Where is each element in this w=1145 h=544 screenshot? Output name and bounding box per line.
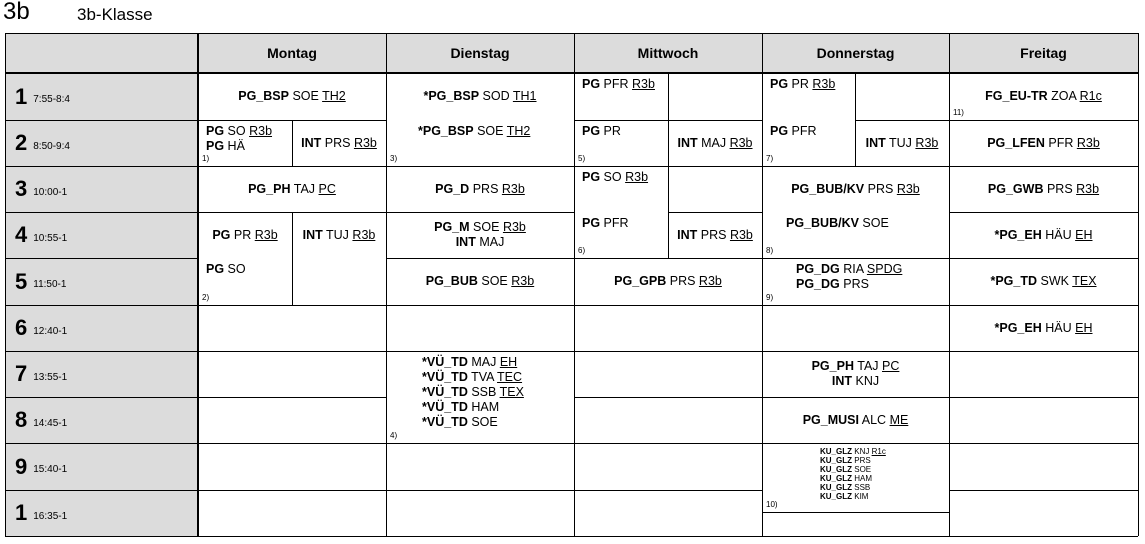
lesson-line xyxy=(582,170,668,185)
period-number: 6 xyxy=(15,315,28,340)
footnote-marker: 3) xyxy=(390,154,398,163)
subject: PG_DG xyxy=(796,277,840,291)
subject: PG xyxy=(206,262,225,276)
teacher: SOE xyxy=(471,415,498,429)
teacher: SOE xyxy=(292,89,319,103)
room-link[interactable]: TEC xyxy=(497,370,523,384)
lesson-line xyxy=(995,228,1093,243)
teacher: PFR xyxy=(603,77,629,91)
lesson-line xyxy=(418,124,574,139)
lesson-cell[interactable] xyxy=(762,351,949,397)
lesson-cell[interactable] xyxy=(949,258,1138,305)
teacher: MAJ xyxy=(471,355,497,369)
subject: KU_GLZ xyxy=(820,456,852,465)
period-label xyxy=(5,490,198,536)
grid-line xyxy=(762,305,949,306)
grid-line xyxy=(386,490,574,491)
teacher: SSB xyxy=(471,385,497,399)
subject: PG_PH xyxy=(811,359,854,373)
subject: *VÜ_TD xyxy=(422,355,468,369)
period-label xyxy=(5,166,198,212)
grid-line xyxy=(574,490,762,491)
lesson-cell[interactable] xyxy=(949,120,1138,166)
teacher: PRS xyxy=(843,277,869,291)
lesson-line xyxy=(582,216,668,231)
period-time: 10:00-1 xyxy=(33,186,68,198)
room-link[interactable]: TH2 xyxy=(506,124,531,138)
grid-line xyxy=(198,397,386,398)
lesson-cell[interactable] xyxy=(668,120,762,166)
grid-line xyxy=(198,351,386,352)
room-link[interactable]: R3b xyxy=(1076,135,1100,150)
grid-line xyxy=(574,443,762,444)
subject: PG xyxy=(206,124,225,138)
subject: PG_MUSI xyxy=(802,412,859,427)
period-label xyxy=(5,212,198,258)
subject: PG xyxy=(206,139,225,153)
subject: INT xyxy=(677,135,698,150)
teacher: TVA xyxy=(471,370,494,384)
grid-line xyxy=(5,33,1138,34)
footnote-marker: 6) xyxy=(578,246,586,255)
lesson-cell[interactable] xyxy=(574,166,668,212)
lesson-cell[interactable] xyxy=(198,258,292,305)
teacher: PFR xyxy=(603,216,629,230)
room-link[interactable]: TH1 xyxy=(512,89,537,103)
lesson-cell[interactable] xyxy=(668,212,762,258)
room-link[interactable]: TH2 xyxy=(322,89,346,103)
day-header-dienstag: Dienstag xyxy=(450,45,510,61)
lesson-line xyxy=(995,321,1093,336)
teacher: SOE xyxy=(473,220,500,234)
lesson-cell[interactable] xyxy=(762,120,855,166)
subject: *PG_TD xyxy=(990,274,1037,288)
teacher: TUJ xyxy=(326,227,349,242)
subject: PG xyxy=(770,77,789,91)
lesson-cell[interactable] xyxy=(198,120,292,166)
lesson-line xyxy=(796,277,949,292)
teacher: PRS xyxy=(854,456,871,465)
lesson-line xyxy=(820,483,949,492)
day-header-donnerstag: Donnerstag xyxy=(816,45,895,61)
subject: PG xyxy=(582,77,601,91)
subject: PG xyxy=(212,227,231,242)
room-link[interactable]: R3b xyxy=(915,135,939,150)
lesson-cell[interactable] xyxy=(855,120,949,166)
room-link[interactable]: R3b xyxy=(511,274,535,288)
lesson-line xyxy=(212,228,277,243)
lesson-cell[interactable] xyxy=(386,120,574,166)
lesson-line xyxy=(820,474,949,483)
room-link[interactable]: ME xyxy=(889,412,909,427)
grid-line xyxy=(386,305,574,306)
subject: KU_GLZ xyxy=(820,465,852,474)
lesson-cell[interactable] xyxy=(762,212,949,258)
subject: PG_GWB xyxy=(987,181,1044,196)
lesson-line xyxy=(820,456,949,465)
lesson-line xyxy=(422,400,574,415)
subject: INT xyxy=(301,135,322,150)
period-label xyxy=(5,397,198,443)
teacher: SOD xyxy=(482,89,510,103)
grid-line xyxy=(5,120,198,121)
lesson-cell[interactable] xyxy=(574,212,668,258)
subject: PG_LFEN xyxy=(987,135,1045,150)
teacher: SOE xyxy=(854,465,872,474)
lesson-line xyxy=(423,89,536,104)
teacher: MAJ xyxy=(701,135,727,150)
subject: PG xyxy=(582,216,601,230)
subject: PG xyxy=(770,124,789,138)
subject: *VÜ_TD xyxy=(422,370,468,384)
lesson-cell[interactable] xyxy=(949,212,1138,258)
subject: INT xyxy=(677,227,698,242)
lesson-cell[interactable] xyxy=(292,212,386,258)
footnote-marker: 10) xyxy=(766,500,778,509)
subject: KU_GLZ xyxy=(820,474,852,483)
teacher: KNJ xyxy=(854,447,870,456)
teacher: SO xyxy=(227,262,246,276)
teacher: SWK xyxy=(1040,274,1069,288)
room-link[interactable]: R3b xyxy=(896,181,920,196)
day-header-montag: Montag xyxy=(267,45,317,61)
grid-line xyxy=(5,212,198,213)
lesson-line xyxy=(791,182,920,197)
teacher: PRS xyxy=(669,274,696,288)
lesson-cell[interactable] xyxy=(762,166,949,212)
lesson-line xyxy=(988,182,1099,197)
lesson-line xyxy=(812,359,900,374)
subject: *VÜ_TD xyxy=(422,400,468,414)
room-link[interactable]: R3b xyxy=(812,77,836,91)
grid-line xyxy=(198,443,386,444)
grid-line xyxy=(949,397,1138,398)
subject: PG_BSP xyxy=(238,89,289,103)
room-link[interactable]: R3b xyxy=(254,227,278,242)
lesson-cell[interactable] xyxy=(386,351,574,443)
teacher: HAM xyxy=(471,400,500,414)
teacher: PRS xyxy=(867,181,894,196)
room-link[interactable]: TEX xyxy=(1072,274,1097,288)
lesson-cell[interactable] xyxy=(386,166,574,212)
grid-line xyxy=(5,397,198,398)
period-label xyxy=(5,351,198,397)
lesson-cell[interactable] xyxy=(198,73,386,120)
teacher: HÄU xyxy=(1045,320,1072,335)
subject: INT xyxy=(865,135,886,150)
teacher: SOE xyxy=(862,216,889,230)
teacher: RIA xyxy=(843,262,864,276)
grid-line xyxy=(5,351,198,352)
subject: INT xyxy=(302,227,323,242)
lesson-line xyxy=(582,124,668,139)
subject: KU_GLZ xyxy=(820,483,852,492)
room-link[interactable]: R3b xyxy=(353,135,377,150)
teacher: PRS xyxy=(700,227,727,242)
teacher: PR xyxy=(233,227,252,242)
period-time: 12:40-1 xyxy=(33,325,68,337)
period-number: 8 xyxy=(15,407,28,432)
teacher: PRS xyxy=(472,181,499,196)
teacher: TAJ xyxy=(293,181,316,196)
lesson-line xyxy=(238,89,345,104)
lesson-line xyxy=(582,77,668,92)
subject: *VÜ_TD xyxy=(422,415,468,429)
lesson-cell[interactable] xyxy=(386,258,574,305)
footnote-marker: 1) xyxy=(202,154,210,163)
grid-line xyxy=(574,305,762,306)
footnote-marker: 7) xyxy=(766,154,774,163)
lesson-line xyxy=(422,370,574,385)
subject: PG_M xyxy=(434,220,470,234)
teacher: PFR xyxy=(791,124,817,138)
teacher: PRS xyxy=(1046,181,1073,196)
room-link[interactable]: EH xyxy=(1075,320,1093,335)
subject: *PG_EH xyxy=(994,320,1042,335)
period-number: 4 xyxy=(15,222,28,247)
teacher: HÄU xyxy=(1045,227,1072,242)
lesson-line xyxy=(456,235,505,250)
lesson-line xyxy=(985,89,1102,104)
lesson-cell[interactable] xyxy=(292,120,386,166)
day-header-freitag: Freitag xyxy=(1020,45,1067,61)
room-link[interactable]: R3b xyxy=(632,77,655,91)
subject: KU_GLZ xyxy=(820,492,852,501)
lesson-cell[interactable] xyxy=(198,212,292,258)
room-link[interactable]: PC xyxy=(882,359,900,373)
lesson-line xyxy=(677,136,752,151)
period-label xyxy=(5,443,198,490)
lesson-line xyxy=(677,228,753,243)
teacher: SOE xyxy=(481,274,508,288)
period-label xyxy=(5,305,198,351)
lesson-line xyxy=(434,220,526,235)
day-header-mittwoch: Mittwoch xyxy=(637,45,699,61)
lesson-cell[interactable] xyxy=(386,212,574,258)
room-link[interactable]: R3b xyxy=(729,135,753,150)
footnote-marker: 2) xyxy=(202,293,210,302)
lesson-line xyxy=(803,413,909,428)
period-number: 3 xyxy=(15,176,28,201)
period-label xyxy=(5,73,198,120)
grid-line xyxy=(574,351,762,352)
grid-line xyxy=(5,305,198,306)
lesson-line xyxy=(303,228,376,243)
room-link[interactable]: R1c xyxy=(1079,89,1102,103)
lesson-line xyxy=(206,262,292,277)
period-time: 10:55-1 xyxy=(33,232,68,244)
grid-line xyxy=(5,166,198,167)
teacher: ALC xyxy=(861,412,887,427)
teacher: PFR xyxy=(1048,135,1074,150)
subject: PG_BUB/KV xyxy=(786,216,859,230)
lesson-cell[interactable] xyxy=(574,73,668,120)
grid-line xyxy=(198,305,386,306)
grid-line xyxy=(5,258,198,259)
room-link[interactable]: PC xyxy=(318,181,336,196)
footnote-marker: 5) xyxy=(578,154,586,163)
grid-line xyxy=(386,443,574,444)
lesson-line xyxy=(770,124,855,139)
lesson-line xyxy=(866,136,939,151)
subject: PG_D xyxy=(435,181,470,196)
subject: *PG_EH xyxy=(994,227,1042,242)
class-name: 3b-Klasse xyxy=(77,5,153,24)
room-link[interactable]: R3b xyxy=(249,124,273,138)
period-number: 1 xyxy=(15,83,28,109)
room-link[interactable]: R1c xyxy=(871,447,886,456)
lesson-line xyxy=(435,182,525,197)
subject: *PG_BSP xyxy=(423,89,480,103)
subject: PG_DG xyxy=(796,262,840,276)
subject: INT xyxy=(831,374,853,388)
period-time: 13:55-1 xyxy=(33,371,68,383)
grid-line xyxy=(574,397,762,398)
lesson-line xyxy=(770,77,855,92)
teacher: SSB xyxy=(854,483,871,492)
lesson-line xyxy=(820,492,949,501)
footnote-marker: 8) xyxy=(766,246,774,255)
lesson-cell[interactable] xyxy=(574,258,762,305)
lesson-line xyxy=(987,136,1100,151)
lesson-line xyxy=(820,465,949,474)
grid-line xyxy=(5,33,6,536)
room-link[interactable]: EH xyxy=(499,355,518,369)
teacher: SO xyxy=(603,170,622,184)
period-number: 1 xyxy=(15,500,28,525)
grid-line xyxy=(5,443,198,444)
period-time: 11:50-1 xyxy=(33,279,67,290)
room-link[interactable]: SPDG xyxy=(866,262,903,276)
teacher: HAM xyxy=(854,474,873,483)
grid-line xyxy=(198,490,386,491)
lesson-line xyxy=(206,124,292,139)
lesson-line xyxy=(786,216,949,231)
lesson-cell[interactable] xyxy=(762,397,949,443)
room-link[interactable]: EH xyxy=(1075,227,1093,242)
grid-line xyxy=(1138,33,1139,536)
lesson-cell[interactable] xyxy=(386,73,574,120)
subject: PG xyxy=(582,170,601,184)
room-link[interactable]: R3b xyxy=(729,227,753,242)
period-label xyxy=(5,258,198,305)
room-link[interactable]: R3b xyxy=(502,220,526,234)
lesson-line xyxy=(248,182,336,197)
teacher: ZOA xyxy=(1051,89,1077,103)
period-time: 8:50-9:4 xyxy=(33,140,70,152)
room-link[interactable]: R3b xyxy=(1076,181,1100,196)
lesson-cell[interactable] xyxy=(949,73,1138,120)
room-link[interactable]: R3b xyxy=(352,227,376,242)
lesson-line xyxy=(206,139,292,154)
period-label xyxy=(5,120,198,166)
grid-line xyxy=(949,490,1138,491)
subject: KU_GLZ xyxy=(820,447,852,456)
lesson-cell[interactable] xyxy=(762,258,949,305)
grid-line xyxy=(5,490,198,491)
teacher: TUJ xyxy=(889,135,912,150)
footnote-marker: 9) xyxy=(766,293,774,302)
subject: PG_BUB xyxy=(425,274,478,288)
subject: PG xyxy=(582,124,601,138)
teacher: SO xyxy=(227,124,246,138)
period-number: 2 xyxy=(15,130,28,155)
teacher: KNJ xyxy=(855,374,880,388)
subject: *VÜ_TD xyxy=(422,385,468,399)
grid-line xyxy=(949,351,1138,352)
room-link[interactable]: R3b xyxy=(698,274,722,288)
class-code: 3b xyxy=(3,0,30,25)
subject: PG_PH xyxy=(248,181,291,196)
room-link[interactable]: R3b xyxy=(501,181,525,196)
footnote-marker: 4) xyxy=(390,431,398,440)
period-time: 16:35-1 xyxy=(33,510,68,522)
lesson-line xyxy=(614,274,722,289)
lesson-cell[interactable] xyxy=(949,166,1138,212)
lesson-line xyxy=(990,274,1096,289)
grid-line xyxy=(5,536,1138,537)
period-number: 9 xyxy=(15,453,28,479)
period-number: 7 xyxy=(15,361,28,386)
subject: FG_EU-TR xyxy=(985,89,1048,103)
teacher: PRS xyxy=(324,135,351,150)
lesson-line xyxy=(796,262,949,277)
teacher: TAJ xyxy=(857,359,879,373)
lesson-cell[interactable] xyxy=(574,120,668,166)
lesson-cell[interactable] xyxy=(949,305,1138,351)
period-time: 7:55-8:4 xyxy=(33,94,70,105)
lesson-cell[interactable] xyxy=(762,73,855,120)
teacher: PR xyxy=(603,124,621,138)
room-link[interactable]: TEX xyxy=(499,385,524,399)
teacher: KIM xyxy=(854,492,869,501)
lesson-line xyxy=(422,355,574,370)
period-time: 14:45-1 xyxy=(33,417,68,429)
grid-line xyxy=(762,512,949,513)
period-time: 15:40-1 xyxy=(33,464,68,475)
teacher: PR xyxy=(791,77,809,91)
subject: INT xyxy=(455,235,476,249)
grid-line xyxy=(949,443,1138,444)
lesson-line xyxy=(426,274,534,289)
lesson-line xyxy=(301,136,377,151)
lesson-line xyxy=(422,385,574,400)
lesson-cell[interactable] xyxy=(762,443,949,512)
lesson-line xyxy=(820,447,949,456)
teacher: MAJ xyxy=(479,235,505,249)
teacher: SOE xyxy=(477,124,504,138)
subject: *PG_BSP xyxy=(418,124,474,138)
teacher: HÄ xyxy=(227,139,245,153)
lesson-line xyxy=(832,374,879,389)
room-link[interactable]: R3b xyxy=(625,170,649,184)
footnote-marker: 11) xyxy=(953,108,964,117)
lesson-cell[interactable] xyxy=(198,166,386,212)
subject: PG_BUB/KV xyxy=(791,181,865,196)
period-number: 5 xyxy=(15,268,28,294)
lesson-line xyxy=(422,415,574,430)
subject: PG_GPB xyxy=(614,274,667,288)
